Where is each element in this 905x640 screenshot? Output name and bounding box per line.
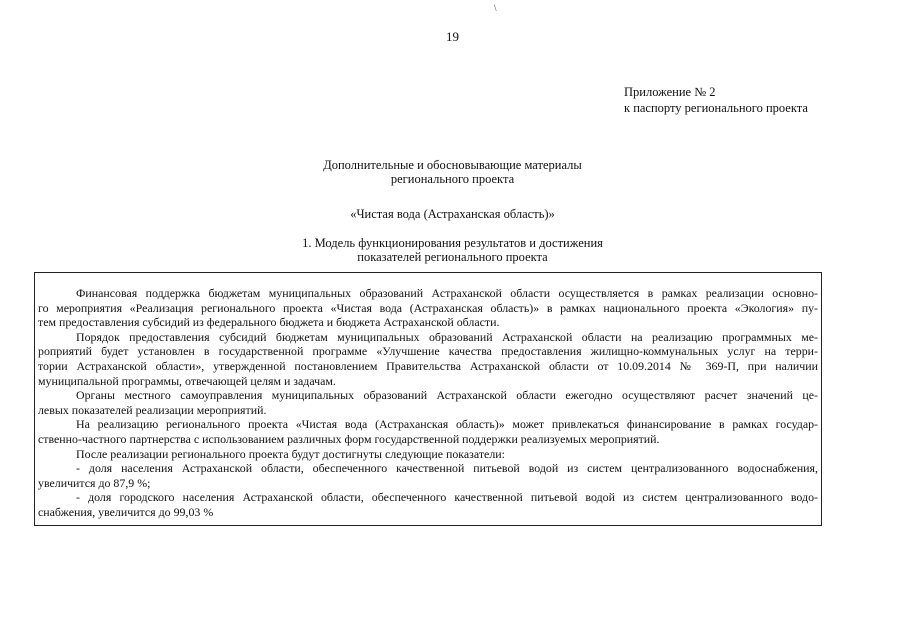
page-number: 19 bbox=[446, 29, 459, 44]
text-line: левых показателей реализации мероприятий. bbox=[38, 402, 267, 417]
project-name: «Чистая вода (Астраханская область)» bbox=[350, 207, 555, 221]
heading-line-1: Дополнительные и обосновывающие материалы bbox=[323, 158, 582, 172]
text-line: ственно-частного партнерства с использованием различных форм государственной поддержки реализуемых мероприятий. bbox=[38, 431, 660, 446]
heading-line-2: регионального проекта bbox=[390, 172, 515, 186]
paragraph-local-government bbox=[38, 388, 818, 417]
paragraph-subsidy-procedure bbox=[38, 329, 818, 388]
appendix-title: Приложение № 2 bbox=[624, 85, 716, 99]
paragraph-financing bbox=[38, 286, 818, 330]
section-heading-line-1: 1. Модель функционирования результатов и достижения bbox=[302, 236, 603, 250]
section-heading bbox=[0, 236, 905, 264]
text-line: снабжения, увеличится до 99,03 % bbox=[38, 504, 214, 519]
text-line: - доля городского населения Астраханской области, обеспеченного качественной питьевой водой из систем централизованного водо- bbox=[76, 490, 818, 505]
paragraph-indicator-1 bbox=[38, 461, 818, 490]
paragraph-public-private bbox=[38, 417, 818, 446]
paragraph-indicator-2 bbox=[38, 490, 818, 519]
text-line: го мероприятия «Реализация регионального проекта «Чистая вода (Астраханская область)» в рамках национального проекта «Экология» пу- bbox=[38, 300, 818, 315]
appendix-subtitle: к паспорту регионального проекта bbox=[624, 101, 808, 115]
paragraph-indicators-intro bbox=[67, 447, 818, 462]
text-line: роприятий будет установлен в государственной программе «Улучшение качества предоставления жилищно-коммунальных услуг на терри- bbox=[38, 344, 818, 359]
section-heading-line-2: показателей регионального проекта bbox=[357, 250, 548, 264]
appendix-label bbox=[624, 84, 808, 116]
text-line: тем предоставления субсидий из федерального бюджета и бюджета Астраханской области. bbox=[38, 315, 500, 330]
text-line: муниципальной программы, отвечающей целям и задачам. bbox=[38, 373, 336, 388]
text-line: Органы местного самоуправления муниципальных образований Астраханской области ежегодно осуществляют расчет значений це- bbox=[76, 388, 818, 403]
text-line: - доля населения Астраханской области, обеспеченного качественной питьевой водой из систем централизованного водоснабжения, bbox=[76, 461, 818, 476]
text-line: увеличится до 87,9 %; bbox=[38, 475, 151, 490]
text-line: После реализации регионального проекта будут достигнуты следующие показатели: bbox=[76, 446, 505, 461]
document-heading bbox=[0, 158, 905, 186]
text-line: тории Астраханской области», утвержденной постановлением Правительства Астраханской области от 10.09.2014 № 369-П, при наличии bbox=[38, 358, 818, 373]
text-line: Порядок предоставления субсидий бюджетам муниципальных образований Астраханской области на реализацию программных ме- bbox=[76, 329, 818, 344]
text-line: Финансовая поддержка бюджетам муниципальных образований Астраханской области осуществляется в рамках реализации основно- bbox=[76, 286, 818, 300]
text-line: На реализацию регионального проекта «Чистая вода (Астраханская область)» может привлекаться финансирование в рамках государ- bbox=[76, 417, 818, 432]
framed-text-block bbox=[34, 272, 822, 526]
scan-mark: \ bbox=[494, 3, 497, 13]
